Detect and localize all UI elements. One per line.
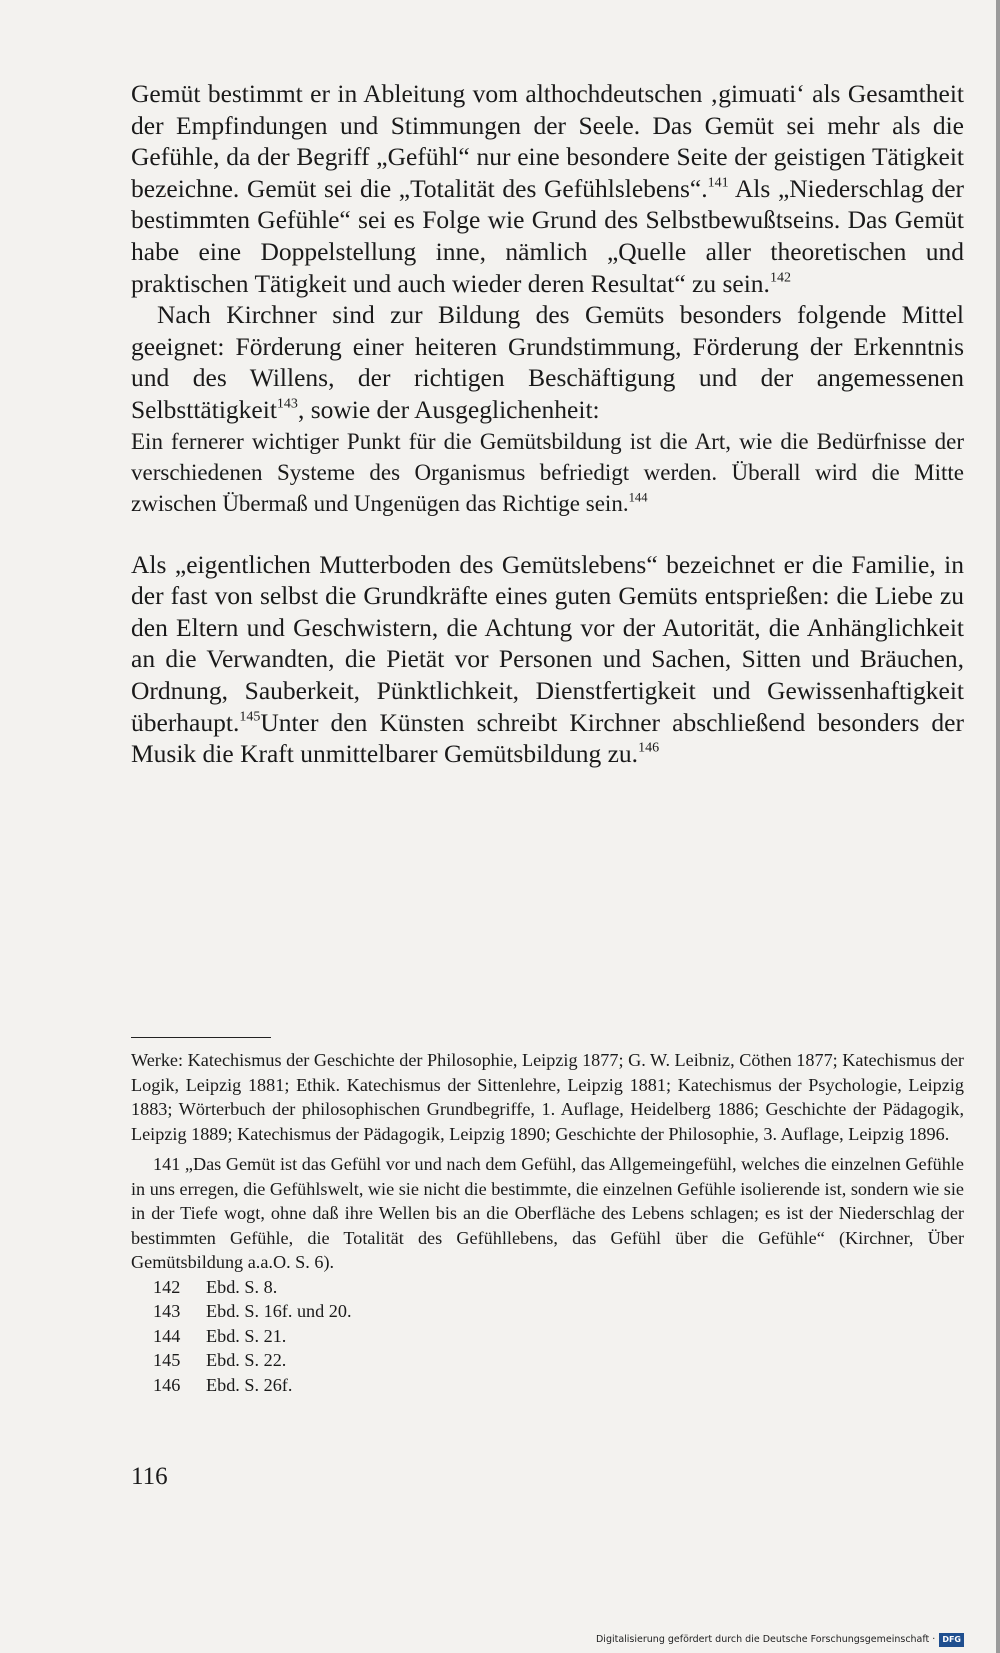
footnotes [131, 1048, 964, 1397]
footnote-ref-143: 143 [276, 396, 298, 412]
credit-text: Digitalisierung gefördert durch die Deutsche Forschungsgemeinschaft · [595, 1634, 936, 1645]
dfg-logo-icon: DFG [939, 1633, 964, 1647]
footnote-145 [131, 1348, 964, 1373]
footnote-ref-145: 145 [239, 708, 261, 724]
block-quote: Ein fernerer wichtiger Punkt für die Gemütsbildung ist die Art, wie die Bedürfnisse der verschiedenen Systeme des Organismus befriedigt werden. Überall wird die Mitte zwischen Übermaß und Ungenügen das Richtige sein.$^{144}$ [131, 428, 964, 516]
footnote-number: 144 [153, 1325, 181, 1346]
digitization-credit [596, 1633, 964, 1647]
footnote-number: 141 [153, 1154, 181, 1174]
page-number: 116 [131, 1463, 168, 1490]
paragraph-2: Nach Kirchner sind zur Bildung des Gemüts besonders folgende Mittel geeignet: Förderung einer heiteren Grundstimmung, Förderung der Erkenntnis und des Willens, der richtigen Beschäftigung und der angemessenen Selbsttätigkeit$^{143}$, sowie der Ausgeglichenheit: [131, 300, 964, 424]
footnote-142 [131, 1275, 964, 1300]
footnote-number: 142 [153, 1276, 181, 1297]
short-footnotes [131, 1275, 964, 1398]
footnote-143 [131, 1299, 964, 1324]
footnote-text: Ebd. S. 26f. [206, 1374, 293, 1395]
footnote-continued: Werke: Katechismus der Geschichte der Philosophie, Leipzig 1877; G. W. Leibniz, Cöthen 1877; Katechismus der Logik, Leipzig 1881; Ethik. Katechismus der Sittenlehre, Leipzig 1881; Katechismus der Psychologie, Leipzig 1883; Wörterbuch der philosophischen Grundbegriffe, 1. Auflage, Heidelberg 1886; Geschichte der Pädagogik, Leipzig 1889; Katechismus der Pädagogik, Leipzig 1890; Geschichte der Philosophie, 3. Auflage, Leipzig 1896. [131, 1050, 964, 1144]
footnote-divider [131, 1037, 271, 1038]
paragraph-3: Als „eigentlichen Mutterboden des Gemütslebens“ bezeichnet er die Familie, in der fast von selbst die Grundkräfte eines guten Gemüts entsprießen: die Liebe zu den Eltern und Geschwistern, die Achtung vor der Autorität, die Anhänglichkeit an die Verwandten, die Pietät vor Personen und Sachen, Sitten und Bräuchen, Ordnung, Sauberkeit, Pünktlichkeit, Dienstfertigkeit und Gewissenhaftigkeit überhaupt.$^{145}$Unter den Künsten schreibt Kirchner abschließend besonders der Musik die Kraft unmittelbarer Gemütsbildung zu.$^{146}$ [131, 549, 964, 769]
footnote-144 [131, 1324, 964, 1349]
footnote-text: Ebd. S. 21. [206, 1325, 287, 1346]
footnote-146 [131, 1373, 964, 1398]
footnote-141 [131, 1152, 964, 1275]
footnote-text: Ebd. S. 22. [206, 1350, 287, 1370]
footnote-ref-146: 146 [638, 740, 660, 756]
footnote-text: Ebd. S. 8. [206, 1276, 278, 1297]
page-edge [996, 0, 1000, 1653]
paragraph-1: Gemüt bestimmt er in Ableitung vom althochdeutschen ‚gimuati‘ als Gesamtheit der Empfindungen und Stimmungen der Seele. Das Gemüt sei mehr als die Gefühle, da der Begriff „Gefühl“ nur eine besondere Seite der geistigen Tätigkeit bezeichne. Gemüt sei die „Totalität des Gefühlslebens“.$^{141}$ Als „Niederschlag der bestimmten Gefühle“ sei es Folge wie Grund des Selbstbewußtseins. Das Gemüt habe eine Doppelstellung inne, nämlich „Quelle aller theoretischen und praktischen Tätigkeit und auch wieder deren Resultat“ zu sein.$^{142}$ [131, 79, 965, 298]
main-text [131, 78, 964, 770]
footnote-number: 146 [153, 1374, 181, 1395]
footnote-ref-144: 144 [628, 490, 648, 505]
footnote-number: 143 [153, 1301, 181, 1321]
footnote-text: Ebd. S. 16f. und 20. [206, 1301, 352, 1321]
footnote-ref-141: 141 [707, 175, 729, 191]
footnote-ref-142: 142 [769, 270, 791, 286]
footnote-number: 145 [153, 1350, 181, 1370]
footnote-text: „Das Gemüt ist das Gefühl vor und nach dem Gefühl, das Allgemeingefühl, welches die einzelnen Gefühle in uns erregen, die Gefühlswelt, wie sie nicht die bestimmte, die einzelnen Gefühle isolierende ist, sondern wie sie in der Tiefe wogt, ohne daß ihre Wellen bis an die Oberfläche des Lebens schlagen; es ist der Niederschlag der bestimmten Gefühle, die Totalität des Gefühllebens, das Gefühl über die Gefühle“ (Kirchner, Über Gemütsbildung a.a.O. S. 6). [131, 1154, 964, 1272]
